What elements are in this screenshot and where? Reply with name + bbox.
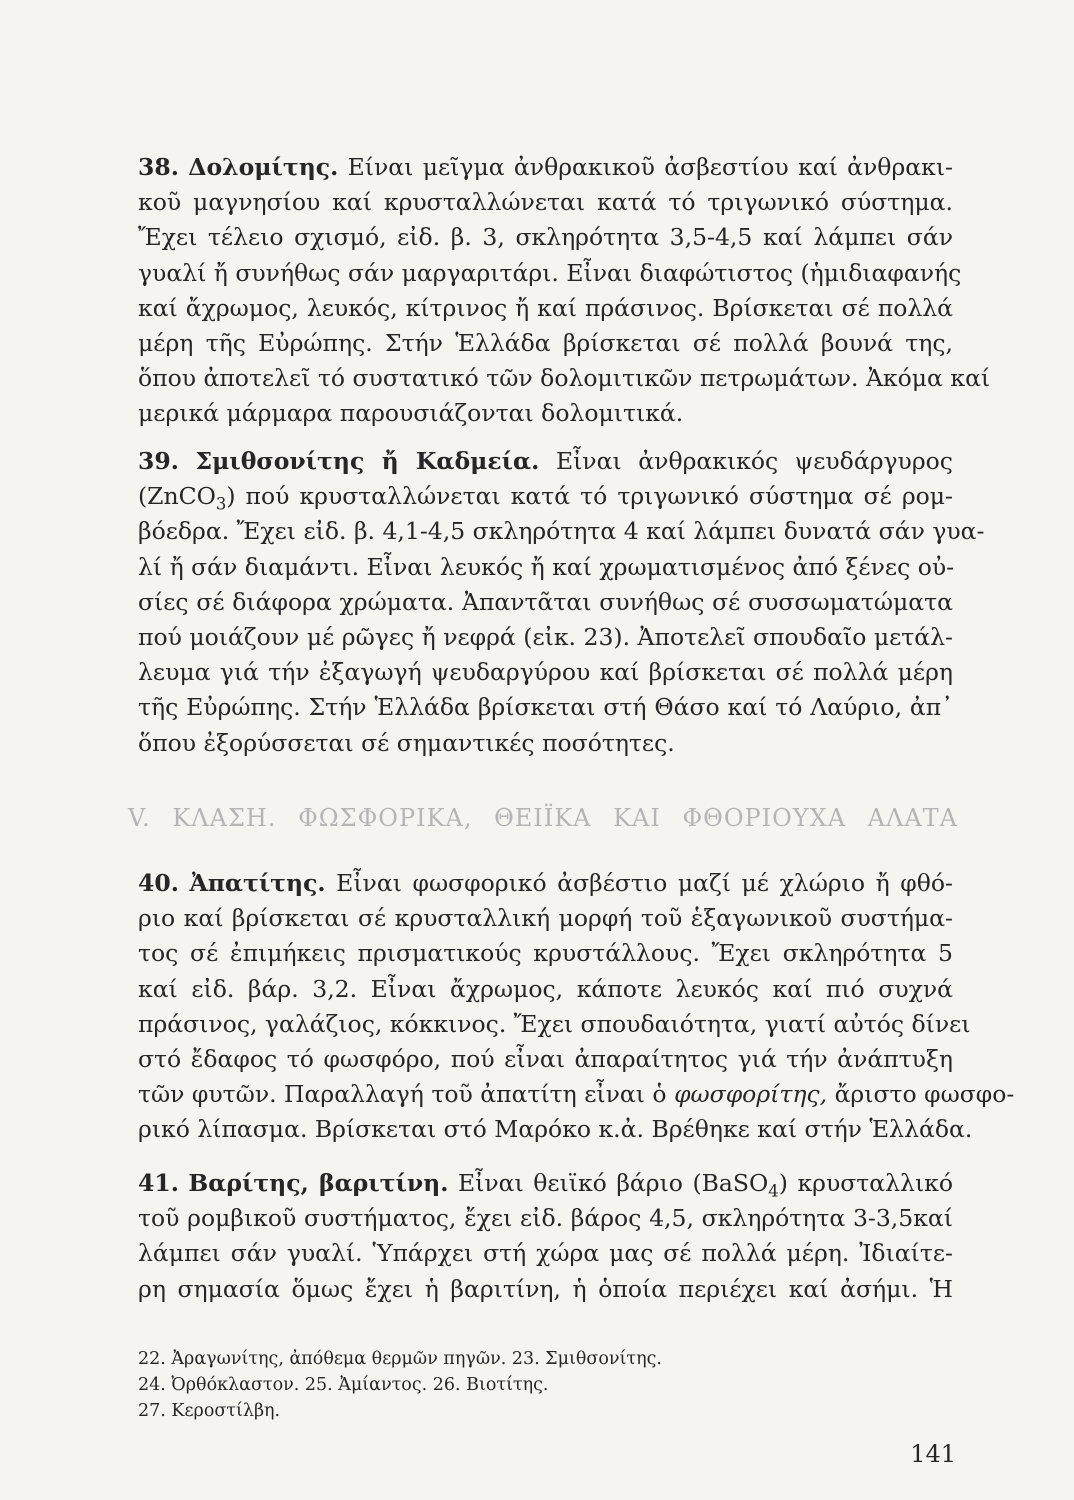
footnotes [138, 1346, 953, 1424]
entry-39-line: λευμα γιά τήν ἐξαγωγή ψευδαργύρου καί βρίσκεται σέ πολλά μέρη [138, 658, 953, 687]
section-heading: V. ΚΛΑΣΗ. ΦΩΣΦΟΡΙΚΑ, ΘΕΙΪΚΑ ΚΑΙ ΦΘΟΡΙΟΥΧΑ ΑΛΑΤΑ [128, 804, 958, 832]
entry-40-line-7 [138, 1077, 1015, 1112]
entry-40-last-line: ρικό λίπασμα. Βρίσκεται στό Μαρόκο κ.ἀ. Βρέθηκε καί στήν Ἑλλάδα. [138, 1115, 973, 1144]
footnote-line: 22. Ἀραγωνίτης, ἀπόθεμα θερμῶν πηγῶν. 23. Σμιθσονίτης. [138, 1349, 662, 1369]
entry-39-line-2 [138, 479, 953, 514]
entry-39-line-2-text: ) πού κρυσταλλώνεται κατά τό τριγωνικό σύστημα σέ ρομ- [226, 482, 953, 511]
entry-38-line: καί ἄχρωμος, λευκός, κίτρινος ἤ καί πράσινος. Βρίσκεται σέ πολλά [138, 293, 953, 322]
entry-41-first-before: Εἶναι θειϊκό βάριο (BaSO [457, 1169, 769, 1197]
formula-subscript: 3 [215, 494, 227, 514]
formula-subscript: 4 [768, 1181, 779, 1201]
entry-40-line: στό ἔδαφος τό φωσφόρο, πού εἶναι ἀπαραίτητος γιά τήν ἀνάπτυξη [138, 1045, 953, 1074]
entry-40-first-line-text: Εἶναι φωσφορικό ἀσβέστιο μαζί μέ χλώριο ἤ φθό- [336, 869, 953, 897]
entry-40-line-1 [138, 866, 953, 901]
entry-40-line: καί εἰδ. βάρ. 3,2. Εἶναι ἄχρωμος, κάποτε λευκός καί πιό συχνά [138, 974, 953, 1003]
entry-38-line: Ἔχει τέλειο σχισμό, εἰδ. β. 3, σκληρότητα 3,5-4,5 καί λάμπει σάν [138, 223, 953, 252]
entry-39 [138, 444, 985, 761]
entry-40-number: 40. [138, 869, 179, 897]
entry-41-first-after: ) κρυσταλλικό [778, 1169, 953, 1197]
entry-40-line-7-after: ἄριστο φωσφο- [834, 1080, 1015, 1109]
entry-40-line-7-before: τῶν φυτῶν. Παραλλαγή τοῦ ἀπατίτη εἶναι ὁ [138, 1080, 667, 1109]
entry-39-line: ὅπου ἐξορύσσεται σέ σημαντικές ποσότητες. [138, 728, 675, 757]
entry-39-line-1 [138, 444, 953, 479]
entry-40-name: Ἀπατίτης. [189, 869, 326, 897]
phosphorite-term: φωσφορίτης, [674, 1080, 828, 1109]
entry-40-line: ριο καί βρίσκεται σέ κρυσταλλική μορφή τοῦ ἑξαγωνικοῦ συστήμα- [138, 904, 953, 933]
page-number: 141 [910, 1440, 956, 1468]
entry-38-line: μερικά μάρμαρα παρουσιάζονται δολομιτικά. [138, 399, 684, 428]
entry-39-number: 39. [138, 447, 179, 475]
entry-39-first-line-text: Εἶναι ἀνθρακικός ψευδάργυρος [555, 447, 953, 475]
entry-38-number: 38. [138, 153, 179, 181]
entry-38-name: Δολομίτης. [188, 153, 339, 181]
entry-39-line: λί ἤ σάν διαμάντι. Εἶναι λευκός ἤ καί χρωματισμένος ἀπό ξένες οὐ- [138, 552, 955, 581]
footnote-line: 27. Κεροστίλβη. [138, 1401, 281, 1421]
entry-41-line: τοῦ ρομβικοῦ συστήματος, ἔχει εἰδ. βάρος 4,5, σκληρότητα 3-3,5καί [138, 1204, 953, 1233]
entry-38 [138, 150, 991, 432]
entry-38-line: κοῦ μαγνησίου καί κρυσταλλώνεται κατά τό τριγωνικό σύστημα. [138, 188, 953, 217]
entry-39-line: πού μοιάζουν μέ ρῶγες ἤ νεφρά (εἰκ. 23). Ἀποτελεῖ σπουδαῖο μετάλ- [138, 623, 953, 652]
entry-41-line-1 [138, 1166, 953, 1201]
entry-41 [138, 1166, 953, 1307]
formula-prefix: (ZnCO [138, 482, 216, 511]
entry-41-number: 41. [138, 1169, 179, 1197]
entry-40 [138, 866, 1015, 1148]
entry-38-line: ὅπου ἀποτελεῖ τό συστατικό τῶν δολομιτικῶν πετρωμάτων. Ἀκόμα καί [138, 364, 991, 393]
entry-38-line: γυαλί ἤ συνήθως σάν μαργαριτάρι. Εἶναι διαφώτιστος (ἡμιδιαφανής [138, 258, 962, 287]
entry-41-name: Βαρίτης, βαριτίνη. [188, 1169, 449, 1197]
entry-41-line: ρη σημασία ὅμως ἔχει ἡ βαριτίνη, ἡ ὁποία περιέχει καί ἀσήμι. Ἡ [138, 1274, 953, 1303]
entry-39-line: τῆς Εὐρώπης. Στήν Ἑλλάδα βρίσκεται στή Θάσο καί τό Λαύριο, ἀπ᾽ [138, 693, 953, 722]
entry-38-line: μέρη τῆς Εὐρώπης. Στήν Ἑλλάδα βρίσκεται σέ πολλά βουνά της, [138, 329, 953, 358]
entry-39-line: βόεδρα. Ἔχει εἰδ. β. 4,1-4,5 σκληρότητα 4 καί λάμπει δυνατά σάν γυα- [138, 517, 985, 546]
entry-39-name: Σμιθσονίτης ἤ Καδμεία. [195, 447, 540, 475]
entry-38-first-line-text: Είναι μεῖγμα ἀνθρακικοῦ ἀσβεστίου καί ἀνθρακι- [347, 153, 953, 181]
entry-38-line-1 [138, 150, 953, 185]
entry-39-line: σίες σέ διάφορα χρώματα. Ἀπαντᾶται συνήθως σέ συσσωματώματα [138, 587, 953, 616]
entry-40-line: τος σέ ἐπιμήκεις πρισματικούς κρυστάλλους. Ἔχει σκληρότητα 5 [138, 939, 953, 968]
entry-40-line: πράσινος, γαλάζιος, κόκκινος. Ἔχει σπουδαιότητα, γιατί αὐτός δίνει [138, 1009, 971, 1038]
footnote-line: 24. Ὀρθόκλαστον. 25. Ἀμίαντος. 26. Βιοτίτης. [138, 1375, 549, 1395]
entry-41-line: λάμπει σάν γυαλί. Ὑπάρχει στή χώρα μας σέ πολλά μέρη. Ἰδιαίτε- [138, 1239, 953, 1268]
